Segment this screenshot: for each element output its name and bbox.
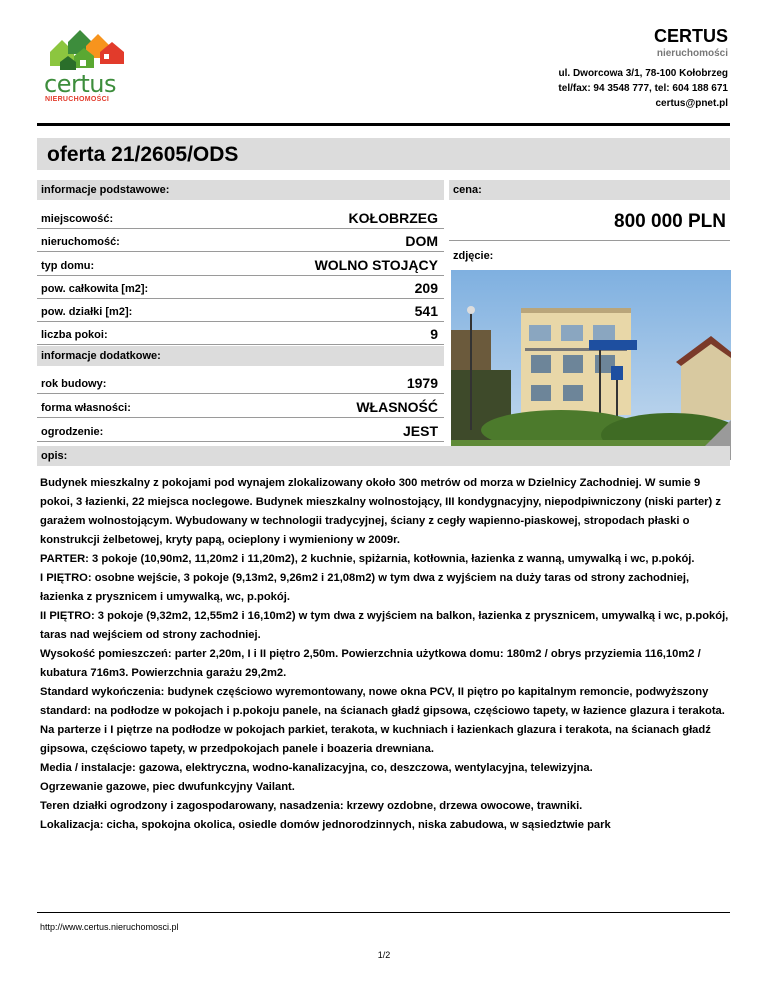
footer-url-link[interactable]: http://www.certus.nieruchomosci.pl bbox=[40, 922, 179, 932]
property-photo bbox=[451, 270, 731, 460]
info-row-value: KOŁOBRZEG bbox=[348, 210, 438, 226]
info-row bbox=[37, 206, 444, 229]
section-extra-info: informacje dodatkowe: bbox=[37, 346, 444, 366]
info-row-label: liczba pokoi: bbox=[41, 329, 108, 341]
section-photo: zdjęcie: bbox=[453, 250, 494, 262]
info-row-label: miejscowość: bbox=[41, 213, 114, 225]
info-row-label: typ domu: bbox=[41, 260, 95, 272]
brand-name: CERTUS bbox=[653, 26, 728, 46]
info-row bbox=[37, 229, 444, 252]
offer-title: oferta 21/2605/ODS bbox=[47, 143, 239, 166]
page-number: 1/2 bbox=[377, 950, 391, 960]
offer-title-bar bbox=[37, 138, 730, 170]
description-paragraph: Ogrzewanie gazowe, piec dwufunkcyjny Vailant. bbox=[40, 781, 295, 793]
info-row-value: JEST bbox=[402, 423, 438, 439]
description-paragraph: Teren działki ogrodzony i zagospodarowany, nasadzenia: krzewy ozdobne, drzewa owocowe, trawniki. bbox=[40, 800, 583, 812]
logo-wordmark: certus bbox=[44, 70, 116, 98]
info-row-label: pow. całkowita [m2]: bbox=[41, 283, 149, 295]
header-rule bbox=[37, 123, 730, 126]
info-row bbox=[37, 299, 444, 322]
description-paragraph: II PIĘTRO: 3 pokoje (9,32m2, 12,55m2 i 16,10m2) w tym dwa z wyjściem na balkon, łazienka z prysznicem, umywalką i wc, p.pokój, taras nad wejściem od strony zachodniej. bbox=[40, 610, 729, 641]
section-description: opis: bbox=[37, 446, 730, 466]
description-paragraph: Budynek mieszkalny z pokojami pod wynajem zlokalizowany około 300 metrów od morza w Dzielnicy Zachodniej. W sumie 9 pokoi, 3 łazienki, 22 miejsca noclegowe. Budynek mieszkalny wolnostojący, III kondygnacyjny, niepodpiwniczony (niski parter) z garażem wolnostojącym. Wybudowany w technologii tradycyjnej, ściany z cegły wapienno-piaskowej, stropodach płaski o konstrukcji żelbetowej, kryty papą, ocieplony i wymieniony w 2009r. bbox=[40, 477, 721, 546]
info-row bbox=[37, 419, 444, 442]
info-row-label: forma własności: bbox=[41, 402, 131, 414]
info-row bbox=[37, 371, 444, 394]
info-row-value: 209 bbox=[414, 280, 438, 296]
description-paragraph: Lokalizacja: cicha, spokojna okolica, osiedle domów jednorodzinnych, niska zabudowa, w sąsiedztwie park bbox=[40, 819, 611, 831]
description-paragraph: I PIĘTRO: osobne wejście, 3 pokoje (9,13m2, 9,26m2 i 21,08m2) w tym dwa z wyjściem na duży taras od strony zachodniej, łazienka z prysznicem i umywalką, wc, p.pokój. bbox=[40, 572, 690, 603]
section-basic-info: informacje podstawowe: bbox=[37, 180, 444, 200]
logo-subtitle: NIERUCHOMOŚCI bbox=[45, 96, 110, 103]
info-row-value: WOLNO STOJĄCY bbox=[314, 257, 438, 273]
description-paragraph: Wysokość pomieszczeń: parter 2,20m, I i II piętro 2,50m. Powierzchnia użytkowa domu: 180m2 / obrys przyziemia 116,10m2 / kubatura 716m3. Powierzchnia garażu 29,2m2. bbox=[40, 648, 701, 679]
info-row bbox=[37, 253, 444, 276]
info-row bbox=[37, 395, 444, 418]
info-row-label: pow. działki [m2]: bbox=[41, 306, 133, 318]
info-row-value: WŁASNOŚĆ bbox=[356, 399, 438, 415]
contact-block bbox=[558, 66, 728, 111]
section-price: cena: bbox=[449, 180, 730, 200]
footer-rule bbox=[37, 912, 730, 913]
info-row-value: 9 bbox=[430, 326, 438, 342]
price-value: 800 000 PLN bbox=[614, 211, 726, 232]
info-row-label: nieruchomość: bbox=[41, 236, 120, 248]
info-row-label: ogrodzenie: bbox=[41, 426, 104, 438]
info-row-label: rok budowy: bbox=[41, 378, 107, 390]
contact-address: ul. Dworcowa 3/1, 78-100 Kołobrzeg bbox=[558, 68, 728, 79]
price-divider bbox=[449, 240, 730, 241]
info-row-value: 1979 bbox=[406, 375, 438, 391]
info-row-value: DOM bbox=[405, 233, 438, 249]
description-paragraph: PARTER: 3 pokoje (10,90m2, 11,20m2 i 11,20m2), 2 kuchnie, spiżarnia, kotłownia, łazienka z wanną, umywalką i wc, p.pokój. bbox=[40, 553, 695, 565]
info-row-value: 541 bbox=[414, 303, 438, 319]
brand-block bbox=[654, 26, 728, 59]
brand-subtitle: nieruchomości bbox=[656, 48, 728, 59]
description-paragraph: Standard wykończenia: budynek częściowo wyremontowany, nowe okna PCV, II piętro po kapitalnym remoncie, podwyższony standard: na podłodze w pokojach i p.pokoju panele, na ścianach gładź gipsowa, częściowo tapety, w łazience glazura i terakota. Na parterze i I piętrze na podłodze w pokojach parkiet, terakota, w kuchniach i łazienkach glazura i terakota, na ścianach gładź gipsowa, częściowo tapety, w przedpokojach panele i boazeria drewniana. bbox=[40, 686, 725, 755]
description-paragraph: Media / instalacje: gazowa, elektryczna, wodno-kanalizacyjna, co, deszczowa, wentylacyjna, telewizyjna. bbox=[40, 762, 593, 774]
info-row bbox=[37, 276, 444, 299]
description-body bbox=[40, 474, 730, 835]
contact-phone: tel/fax: 94 3548 777, tel: 604 188 671 bbox=[558, 83, 728, 94]
contact-email[interactable]: certus@pnet.pl bbox=[655, 98, 728, 109]
info-row bbox=[37, 322, 444, 345]
